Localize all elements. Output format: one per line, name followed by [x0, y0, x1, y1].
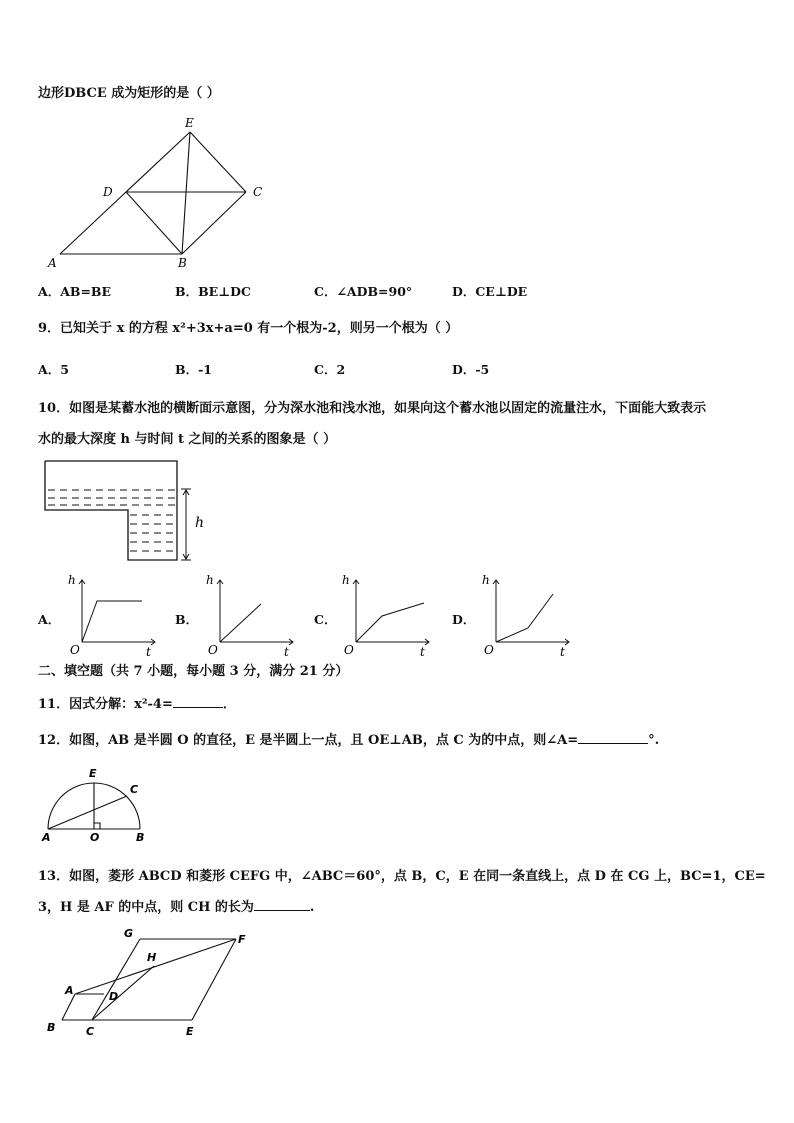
q10-h-label: h	[195, 515, 205, 531]
q13-label-a: A	[65, 984, 74, 997]
q10-graph-b-t: t	[284, 645, 289, 659]
q10-stem-line2: 水的最大深度 h 与时间 t 之间的关系的图象是（ ）	[38, 432, 337, 447]
q10-graph-d-o: O	[484, 643, 494, 657]
q10-pool-figure	[44, 460, 224, 565]
q10-stem-line1: 10．如图是某蓄水池的横断面示意图，分为深水池和浅水池，如果向这个蓄水池以固定的流量注水，下面能大致表示	[38, 401, 707, 416]
q8-stem-tail: 边形DBCE 成为矩形的是（ ）	[38, 86, 220, 101]
q12-line	[38, 729, 659, 748]
q8-label-a: A	[48, 256, 57, 270]
q11-prefix: 11．因式分解：x²-4=	[38, 697, 173, 712]
q11-answer-blank[interactable]	[173, 695, 223, 708]
q12-figure	[40, 765, 160, 845]
q13-label-d: D	[109, 990, 119, 1003]
q13-label-e: E	[186, 1025, 194, 1038]
q10-graph-c	[334, 573, 444, 659]
q10-graph-c-t: t	[420, 645, 425, 659]
q12-answer-blank[interactable]	[578, 731, 648, 744]
q13-figure	[44, 922, 284, 1042]
q8-option-c: C．∠ADB=90°	[314, 284, 413, 299]
q12-prefix: 12．如图，AB 是半圆 O 的直径，E 是半圆上一点，且 OE⊥AB，点 C 为的中点，则∠A=	[38, 733, 579, 748]
q13-label-b: B	[47, 1021, 56, 1034]
q10-graph-a-t: t	[146, 645, 151, 659]
q10-graph-a	[60, 573, 170, 659]
q12-label-b: B	[136, 831, 145, 844]
q12-label-c: C	[130, 783, 139, 796]
q13-answer-blank[interactable]	[254, 898, 310, 911]
q9-option-d: D．-5	[452, 362, 490, 377]
q10-graph-a-h: h	[68, 573, 76, 587]
q10-option-c: C．	[314, 612, 337, 627]
q10-graph-b-o: O	[208, 643, 218, 657]
q12-label-a: A	[42, 831, 51, 844]
q10-graph-c-o: O	[344, 643, 354, 657]
q13-suffix: .	[309, 900, 315, 915]
q9-stem: 9．已知关于 x 的方程 x²+3x+a=0 有一个根为-2，则另一个根为（ ）	[38, 321, 459, 336]
q8-label-b: B	[178, 256, 187, 270]
q9-option-a: A．5	[38, 362, 69, 377]
q10-option-a: A．	[38, 612, 61, 627]
q10-graph-d	[474, 573, 584, 659]
q12-suffix: °.	[648, 733, 660, 748]
q9-option-c: C．2	[314, 362, 346, 377]
q9-option-b: B．-1	[175, 362, 212, 377]
q13-line2	[38, 896, 314, 915]
q8-label-e: E	[185, 116, 194, 130]
q10-option-d: D．	[452, 612, 476, 627]
q10-graph-d-h: h	[482, 573, 490, 587]
q11-line	[38, 693, 236, 712]
q8-figure	[40, 112, 270, 272]
q8-label-c: C	[253, 185, 263, 199]
q8-option-a: A．AB=BE	[38, 284, 112, 299]
q10-graph-b	[198, 573, 308, 659]
q13-label-g: G	[124, 927, 134, 940]
q10-graph-a-o: O	[70, 643, 80, 657]
q10-graph-b-h: h	[206, 573, 214, 587]
q10-option-b: B．	[175, 612, 199, 627]
q13-label-c: C	[86, 1025, 95, 1038]
q12-label-o: O	[90, 831, 100, 844]
q10-graph-d-t: t	[560, 645, 565, 659]
q12-label-e: E	[89, 767, 97, 780]
q8-label-d: D	[103, 185, 113, 199]
q11-suffix: ．	[222, 697, 236, 712]
section-heading-fill-blank: 二、填空题（共 7 小题，每小题 3 分，满分 21 分）	[38, 664, 349, 679]
q13-label-h: H	[147, 951, 157, 964]
q13-label-f: F	[238, 933, 246, 946]
q8-option-d: D．CE⊥DE	[452, 284, 528, 299]
q8-option-b: B．BE⊥DC	[175, 284, 251, 299]
q13-line1: 13．如图，菱形 ABCD 和菱形 CEFG 中，∠ABC＝60°，点 B，C，E 在同一条直线上，点 D 在 CG 上，BC=1，CE=	[38, 869, 766, 884]
q13-prefix: 3，H 是 AF 的中点，则 CH 的长为	[38, 900, 254, 915]
q10-graph-c-h: h	[342, 573, 350, 587]
